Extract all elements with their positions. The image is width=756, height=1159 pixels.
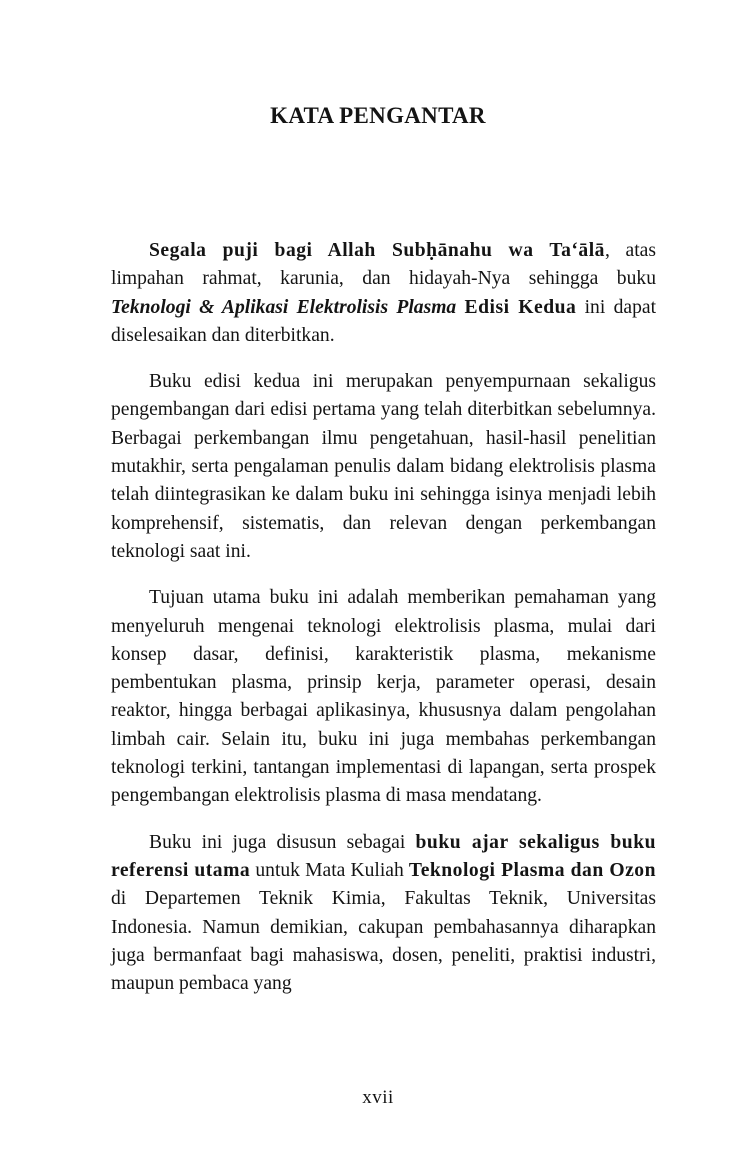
course-name: Teknologi Plasma dan Ozon [408, 859, 656, 881]
text-run: Buku edisi kedua ini merupakan penyempurnaan sekaligus pengembangan dari edisi pertama yang telah diterbitkan sebelumnya. Berbagai perkembangan ilmu pengetahuan, hasil-hasil penelitian mutakhir, serta pengalaman penulis dalam bidang elektrolisis plasma telah diintegrasikan ke dalam buku ini sehingga isinya menjadi lebih komprehensif, sistematis, dan relevan dengan perkembangan teknologi saat ini. [111, 371, 656, 562]
text-run: Buku ini juga disusun sebagai [149, 831, 416, 853]
bold-phrase: Segala puji bagi Allah Subḥānahu wa Ta‘ālā [149, 240, 605, 261]
text-run [456, 297, 464, 318]
book-title: Teknologi & Aplikasi Elektrolisis Plasma [111, 296, 457, 318]
paragraph-audience [111, 829, 656, 999]
text-run: di Departemen Teknik Kimia, Fakultas Teknik, Universitas Indonesia. Namun demikian, cakupan pembahasannya diharapkan juga bermanfaat bagi mahasiswa, dosen, peneliti, praktisi industri, maupun pembaca yang [111, 888, 656, 995]
text-run: Tujuan utama buku ini adalah memberikan pemahaman yang menyeluruh mengenai teknologi elektrolisis plasma, mulai dari konsep dasar, definisi, karakteristik plasma, mekanisme pembentukan plasma, prinsip kerja, parameter operasi, desain reaktor, hingga berbagai aplikasinya, khususnya dalam pengolahan limbah cair. Selain itu, buku ini juga membahas perkembangan teknologi terkini, tantangan implementasi di lapangan, serta prospek pengembangan elektrolisis plasma di masa mendatang. [111, 587, 656, 807]
paragraph-second-edition [111, 368, 656, 566]
paragraph-intro [111, 237, 656, 350]
page-title: KATA PENGANTAR [270, 103, 486, 128]
page-number: xvii [362, 1087, 394, 1108]
text-run: , atas limpahan rahmat, karunia, dan hidayah-Nya sehingga buku [111, 240, 656, 290]
body-text [111, 237, 656, 1016]
edition-label: Edisi Kedua [464, 296, 577, 318]
paragraph-purpose [111, 584, 656, 810]
text-run: ini dapat diselesaikan dan diterbitkan. [111, 296, 657, 346]
bold-phrase: buku ajar sekaligus buku referensi utama [111, 831, 656, 881]
text-run: untuk Mata Kuliah [250, 859, 409, 881]
